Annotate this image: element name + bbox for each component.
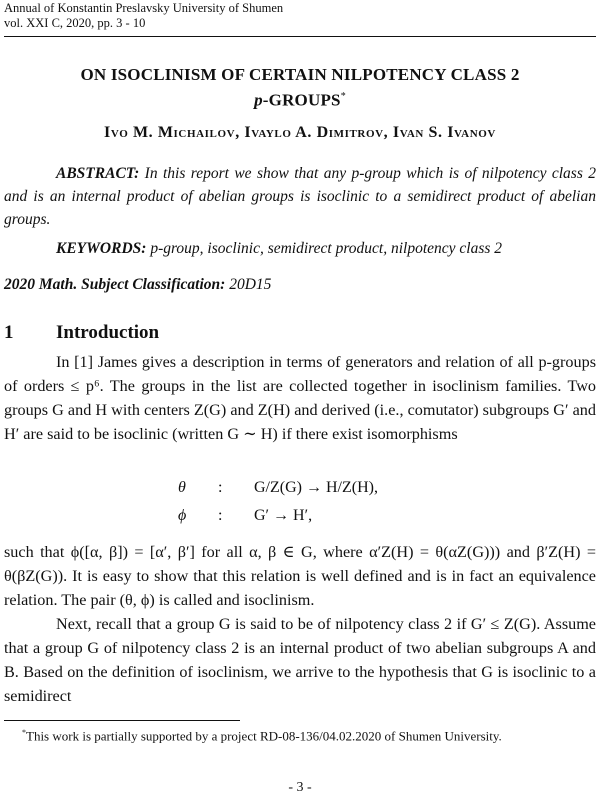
- title-footnote-mark: *: [340, 91, 346, 102]
- abstract: [4, 162, 596, 231]
- equation-phi: [178, 504, 312, 528]
- paragraph-text: such that ϕ([α, β]) = [α′, β′] for all α, β ∈ G, where α′Z(H) = θ(αZ(G))) and β′Z(H) = θ(βZ(G)). It is easy to show that this relation is well defined and is in fact an equivalence relation. The pair (θ, ϕ) is called and isoclinism.: [4, 543, 596, 609]
- title-line-2: [0, 86, 600, 112]
- keywords: [4, 237, 596, 261]
- abstract-label: ABSTRACT:: [56, 165, 140, 182]
- title-groups: -GROUPS: [262, 90, 341, 110]
- section-heading: [4, 322, 159, 344]
- footnote: [4, 724, 596, 744]
- msc-label: 2020 Math. Subject Classification:: [4, 276, 226, 293]
- keywords-text: p-group, isoclinic, semidirect product, nilpotency class 2: [150, 240, 503, 257]
- subject-classification: [4, 273, 596, 297]
- equation-colon: :: [218, 507, 223, 524]
- paragraph-text: Next, recall that a group G is said to be of nilpotency class 2 if G′ ≤ Z(G). Assume that a group G of nilpotency class 2 is an internal product of two abelian subgroups A and B. Based on the definition of isoclinism, we arrive to the hypothesis that G is isoclinic to a semidirect: [4, 615, 596, 705]
- footnote-text: This work is partially supported by a project RD-08-136/04.02.2020 of Shumen University.: [26, 728, 502, 744]
- theta-symbol: θ: [178, 479, 186, 496]
- journal-header: [4, 1, 283, 31]
- theta-map: G/Z(G) → H/Z(H),: [254, 479, 378, 496]
- paper-title: [0, 64, 600, 112]
- phi-map: G′ → H′,: [254, 507, 313, 524]
- section-title: Introduction: [56, 322, 160, 343]
- title-line-1: ON ISOCLINISM OF CERTAIN NILPOTENCY CLASS 2: [80, 65, 520, 84]
- section-number: 1: [4, 322, 14, 343]
- page-number: - 3 -: [288, 780, 312, 795]
- journal-volume: vol. XXI C, 2020, pp. 3 - 10: [4, 16, 146, 30]
- msc-code: 20D15: [229, 276, 272, 293]
- intro-paragraph-1: [4, 350, 596, 446]
- keywords-label: KEYWORDS:: [56, 240, 147, 257]
- title-p-symbol: p: [254, 90, 263, 110]
- abstract-text: In this report we show that any p-group which is of nilpotency class 2 and is an internal product of abelian groups is isoclinic to a semidirect product of abelian groups.: [4, 165, 596, 228]
- author-list: Ivo M. Michailov, Ivaylo A. Dimitrov, Ivan S. Ivanov: [104, 124, 496, 141]
- footnote-rule: [4, 720, 240, 721]
- equation-colon: :: [218, 479, 223, 496]
- phi-symbol: ϕ: [178, 507, 187, 524]
- footnote-mark: *: [22, 728, 26, 737]
- intro-continuation: [4, 540, 596, 708]
- journal-name: Annual of Konstantin Preslavsky University of Shumen: [4, 1, 284, 15]
- paragraph-text: In [1] James gives a description in terms of generators and relation of all p-groups of orders ≤ p⁶. The groups in the list are collected together in isoclinism families. Two groups G and H with centers Z(G) and Z(H) and derived (i.e., comutator) subgroups G′ and H′ are said to be isoclinic (written G ∼ H) if there exist isomorphisms: [4, 353, 596, 443]
- equation-theta: [178, 476, 378, 500]
- header-rule: [4, 36, 596, 37]
